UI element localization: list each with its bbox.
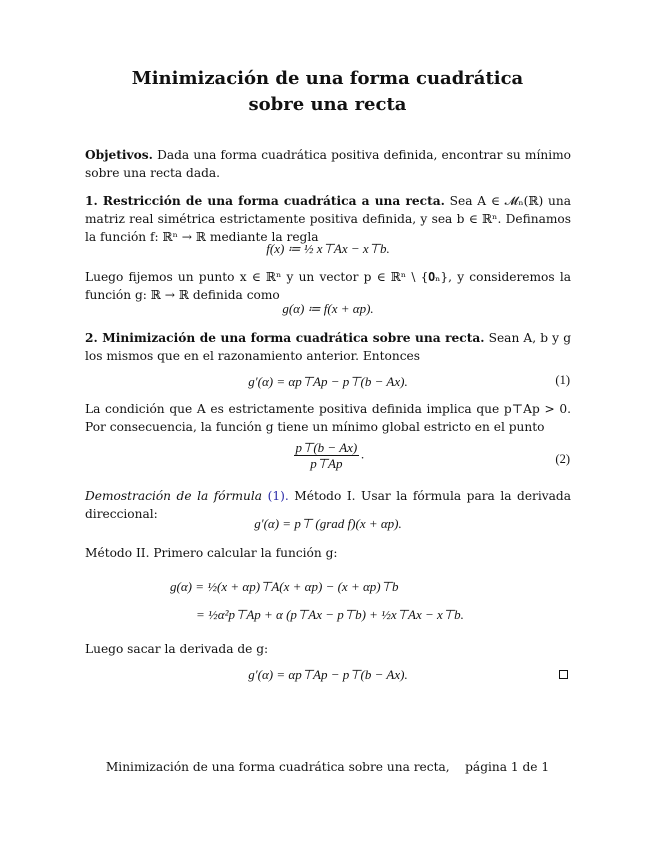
equation-directional: g′(α) = p⊤ (grad f)(x + αp). [254, 516, 402, 531]
proof-ref-link[interactable]: (1). [267, 489, 289, 503]
section1-paragraph [85, 192, 571, 246]
equation-g-line-2: = ½α²p⊤Ap + α (p⊤Ax − p⊤b) + ½x⊤Ax − x⊤b. [196, 607, 464, 622]
equation-g-line-1: g(α) = ½(x + αp)⊤A(x + αp) − (x + αp)⊤b [170, 579, 399, 594]
footer-page: página 1 de 1 [465, 760, 550, 774]
page-footer [0, 760, 655, 774]
footer-title: Minimización de una forma cuadrática sobre una recta, [105, 760, 450, 774]
section2-paragraph [85, 329, 571, 365]
equation-1: g′(α) = αp⊤Ap − p⊤(b − Ax). [248, 374, 408, 389]
equation-2-numerator: p⊤(b − Ax) [295, 440, 358, 455]
section2-text-b: La condición que A es estrictamente positiva definida implica que p⊤Ap > 0. Por consecuencia, la función g tiene un mínimo global estricto en el punto [85, 402, 571, 434]
equation-1-number: (1) [555, 373, 570, 387]
section1-text-b: Luego fijemos un punto x ∈ ℝⁿ y un vector p ∈ ℝⁿ \ {𝟎ₙ}, y consideremos la función g: ℝ → ℝ definida como [85, 270, 571, 302]
equation-2-denominator: p⊤Ap [310, 456, 343, 471]
objectives-label: Objetivos. [85, 148, 153, 162]
title-line-1: Minimización de una forma cuadrática [131, 68, 524, 89]
equation-final: g′(α) = αp⊤Ap − p⊤(b − Ax). [248, 667, 408, 682]
objectives-paragraph [85, 146, 571, 182]
section2-text-a: Sean A, b y g los mismos que en el razonamiento anterior. Entonces [85, 331, 571, 363]
equation-g: g(α) ≔ f(x + αp). [282, 301, 374, 316]
equation-2 [85, 440, 571, 471]
equation-f: f(x) ≔ ½ x⊤Ax − x⊤b. [266, 241, 390, 256]
section2-heading: 2. Minimización de una forma cuadrática sobre una recta. [85, 331, 485, 345]
equation-2-number: (2) [555, 452, 570, 466]
section1-text-a: Sea A ∈ 𝓜ₙ(ℝ) una matriz real simétrica estrictamente positiva definida, y sea b ∈ ℝⁿ. Definamos la función f: ℝⁿ → ℝ mediante la regla [85, 194, 571, 244]
section1-heading: 1. Restricción de una forma cuadrática a una recta. [85, 194, 445, 208]
page-title [0, 66, 655, 118]
proof-intro-label: Demostración de la fórmula [85, 489, 263, 503]
proof-method1: Método I. Usar la fórmula para la derivada direccional: [85, 489, 572, 521]
equation-2-fraction [294, 440, 360, 471]
proof-method2: Método II. Primero calcular la función g: [85, 546, 338, 560]
equation-2-period: . [361, 446, 365, 462]
proof-then: Luego sacar la derivada de g: [85, 642, 269, 656]
title-line-2: sobre una recta [248, 94, 407, 115]
objectives-text: Dada una forma cuadrática positiva definida, encontrar su mínimo sobre una recta dada. [85, 148, 571, 180]
qed-square-icon [559, 670, 568, 679]
